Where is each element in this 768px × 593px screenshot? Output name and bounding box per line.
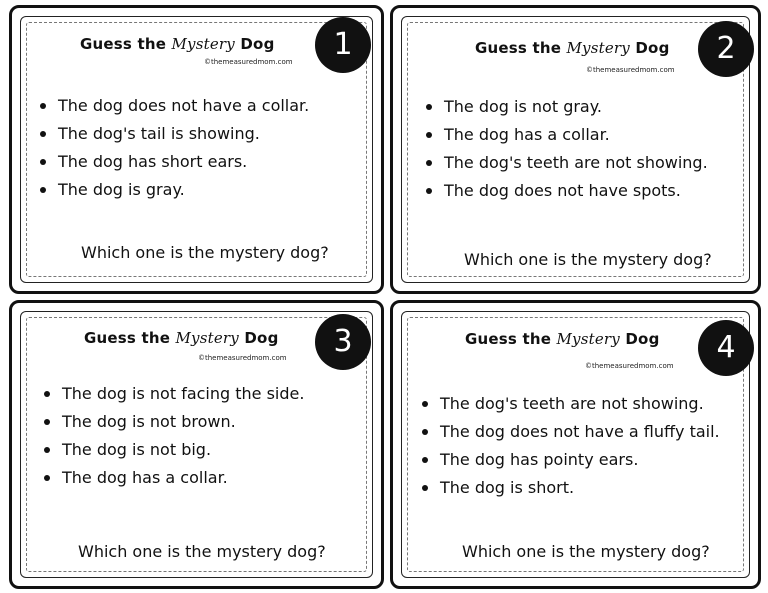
clue-item: The dog is not brown. — [62, 408, 304, 436]
card-heading: Guess the Mystery Dog — [475, 39, 670, 57]
card-heading: Guess the Mystery Dog — [465, 330, 660, 348]
clue-item: The dog does not have spots. — [444, 177, 708, 205]
card-question: Which one is the mystery dog? — [81, 243, 329, 262]
clue-list — [420, 390, 720, 502]
clue-item: The dog has a collar. — [444, 121, 708, 149]
clue-item: The dog is not big. — [62, 436, 304, 464]
clue-list — [42, 380, 304, 492]
clue-item: The dog's tail is showing. — [58, 120, 309, 148]
card-heading: Guess the Mystery Dog — [80, 35, 275, 53]
clue-item: The dog is short. — [440, 474, 720, 502]
clue-item: The dog has a collar. — [62, 464, 304, 492]
task-card-4 — [390, 300, 761, 589]
card-number-badge: 3 — [315, 314, 371, 370]
card-credit: ©themeasuredmom.com — [198, 354, 287, 362]
card-number-badge: 4 — [698, 320, 754, 376]
clue-item: The dog does not have a collar. — [58, 92, 309, 120]
task-card-3 — [9, 300, 384, 589]
clue-list — [424, 93, 708, 205]
task-card-2 — [390, 5, 761, 294]
clue-item: The dog is not facing the side. — [62, 380, 304, 408]
clue-item: The dog's teeth are not showing. — [440, 390, 720, 418]
clue-item: The dog has pointy ears. — [440, 446, 720, 474]
clue-item: The dog is not gray. — [444, 93, 708, 121]
card-credit: ©themeasuredmom.com — [585, 362, 674, 370]
clue-list — [38, 92, 309, 204]
clue-item: The dog has short ears. — [58, 148, 309, 176]
card-heading: Guess the Mystery Dog — [84, 329, 279, 347]
card-question: Which one is the mystery dog? — [464, 250, 712, 269]
clue-item: The dog does not have a fluffy tail. — [440, 418, 720, 446]
clue-item: The dog's teeth are not showing. — [444, 149, 708, 177]
card-number-badge: 2 — [698, 21, 754, 77]
card-number-badge: 1 — [315, 17, 371, 73]
card-credit: ©themeasuredmom.com — [204, 58, 293, 66]
card-question: Which one is the mystery dog? — [78, 542, 326, 561]
card-credit: ©themeasuredmom.com — [586, 66, 675, 74]
card-question: Which one is the mystery dog? — [462, 542, 710, 561]
clue-item: The dog is gray. — [58, 176, 309, 204]
task-card-1 — [9, 5, 384, 294]
